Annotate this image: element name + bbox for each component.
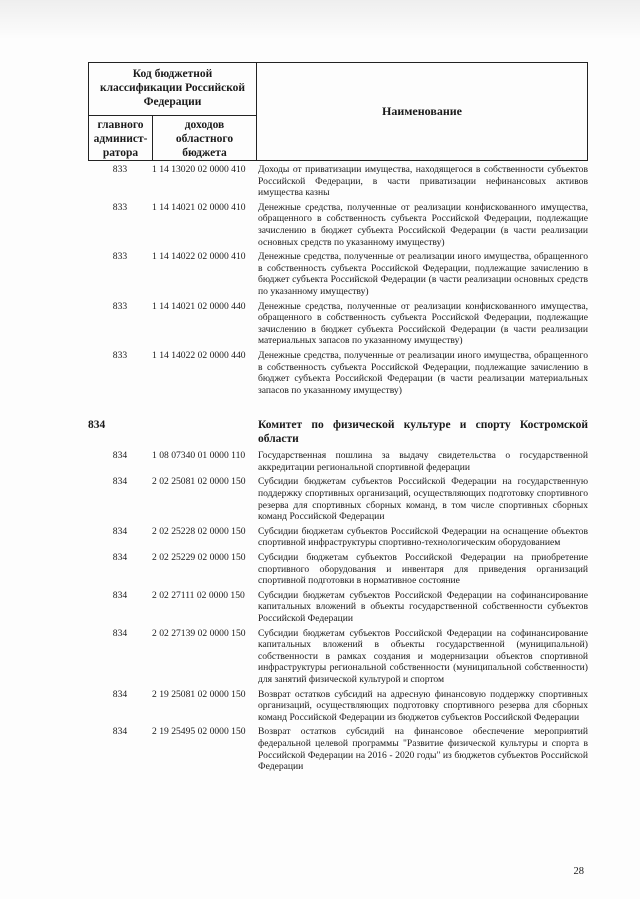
item-name: Денежные средства, полученные от реализации конфискованного имущества, обращенного в собственность субъекта Российской Федерации, подлежащие зачислению в бюджет субъекта Российской Федерации (в части реализации материальных запасов по указанному имуществу) [258,300,588,347]
admin-code: 834 [112,525,128,537]
table-row [88,350,588,396]
section-title: Комитет по физической культуре и спорту Костромской области [258,419,588,446]
revenue-code: 2 02 27111 02 0000 150 [152,589,245,601]
item-name: Доходы от приватизации имущества, находящегося в собственности субъектов Российской Федерации, в части приватизации нефинансовых активов имущества казны [258,164,588,199]
section-admin-code: 834 [88,419,106,432]
admin-code: 833 [112,164,128,175]
revenue-code: 1 14 14021 02 0000 440 [152,300,246,312]
admin-code: 834 [112,589,128,601]
table-row [88,628,588,686]
item-name: Субсидии бюджетам субъектов Российской Федерации на софинансирование капитальных вложений в объекты государственной собственности субъектов Российской Федерации [258,589,588,624]
table-row [88,689,588,724]
item-name: Субсидии бюджетам субъектов Российской Федерации на софинансирование капитальных вложений в объекты государственной (муниципальной) собственности в рамках создания и модернизации объектов спортивной инфраструктуры региональной собственности (муниципальной собственности) для занятий физической культурой и спортом [258,627,588,685]
table-row [88,202,588,248]
code-group-heading: Код бюджетной классификации Российской Федерации [89,63,256,116]
revenue-code: 2 02 27139 02 0000 150 [152,627,246,639]
table-row [88,301,588,347]
revenue-code: 2 19 25495 02 0000 150 [152,726,246,738]
item-name: Государственная пошлина за выдачу свидетельства о государственной аккредитации региональной спортивной федерации [258,450,588,473]
revenue-code: 1 14 13020 02 0000 410 [152,164,246,175]
page-number: 28 [573,866,584,877]
table-row [88,590,588,625]
revenue-code: 2 19 25081 02 0000 150 [152,688,246,700]
section-spacer [152,418,256,446]
revenue-code: 2 02 25229 02 0000 150 [152,552,246,564]
budget-table [88,62,588,776]
code-classification-header [89,63,257,160]
item-name: Денежные средства, полученные от реализации конфискованного имущества, обращенного в собственность субъекта Российской Федерации, подлежащие зачислению в бюджет субъекта Российской Федерации (в части реализации основных средств по указанному имуществу) [258,201,588,248]
item-name: Субсидии бюджетам субъектов Российской Федерации на приобретение спортивного оборудования и инвентаря для приведения организаций спортивной подготовки в нормативное состояние [258,552,588,587]
admin-code: 834 [112,552,128,564]
admin-code: 834 [112,726,128,738]
admin-code: 834 [112,688,128,700]
admin-code: 833 [112,201,128,213]
revenue-code: 2 02 25081 02 0000 150 [152,476,246,488]
admin-code: 833 [112,349,128,361]
item-name: Возврат остатков субсидий на адресную финансовую поддержку спортивных организаций, осуществляющих подготовку спортивного резерва для сборных команд Российской Федерации из бюджетов субъектов Российской Федерации [258,688,588,723]
table-row [88,552,588,587]
admin-code: 834 [112,476,128,488]
item-name: Денежные средства, полученные от реализации иного имущества, обращенного в собственность субъекта Российской Федерации, подлежащие зачислению в бюджет субъекта Российской Федерации (в части реализации основных средств по указанному имуществу) [258,251,588,297]
rows-group-833 [88,164,588,396]
revenue-code: 2 02 25228 02 0000 150 [152,525,246,537]
scan-edge-shadow [0,0,640,40]
item-name: Субсидии бюджетам субъектов Российской Федерации на оснащение объектов спортивной инфраструктуры спортивно-технологическим оборудованием [258,525,588,549]
table-header [88,62,588,161]
item-name: Денежные средства, полученные от реализации иного имущества, обращенного в собственность субъекта Российской Федерации, подлежащие зачислению в бюджет субъекта Российской Федерации (в части реализации материальных запасов по указанному имуществу) [258,349,588,396]
table-row [88,251,588,297]
col-name-heading: Наименование [382,104,462,118]
revenue-code: 1 14 14022 02 0000 440 [152,349,246,361]
table-row [88,726,588,772]
revenue-code: 1 08 07340 01 0000 110 [152,450,246,462]
admin-code: 834 [112,627,128,639]
table-row [88,526,588,549]
admin-code: 833 [112,300,128,312]
table-row [88,476,588,522]
col-admin-heading: главного админист-ратора [89,116,153,160]
col-revenue-heading: доходов областного бюджета [175,119,234,159]
section-heading [88,418,588,446]
revenue-code: 1 14 14021 02 0000 410 [152,201,246,213]
rows-group-834 [88,450,588,772]
revenue-code: 1 14 14022 02 0000 410 [152,251,246,263]
admin-code: 834 [112,450,128,462]
item-name: Возврат остатков субсидий на финансовое обеспечение мероприятий федеральной целевой программы "Развитие физической культуры и спорта в Российской Федерации на 2016 - 2020 годы" из бюджетов субъектов Российской Федерации [258,726,588,773]
table-row [88,450,588,473]
admin-code: 833 [112,251,128,263]
item-name: Субсидии бюджетам субъектов Российской Федерации на государственную поддержку спортивных организаций, осуществляющих подготовку спортивного резерва для спортивных сборных команд, в том числе спортивных сборных команд Российской Федерации [258,476,588,523]
table-row [88,164,588,199]
code-subheadings [89,116,256,160]
